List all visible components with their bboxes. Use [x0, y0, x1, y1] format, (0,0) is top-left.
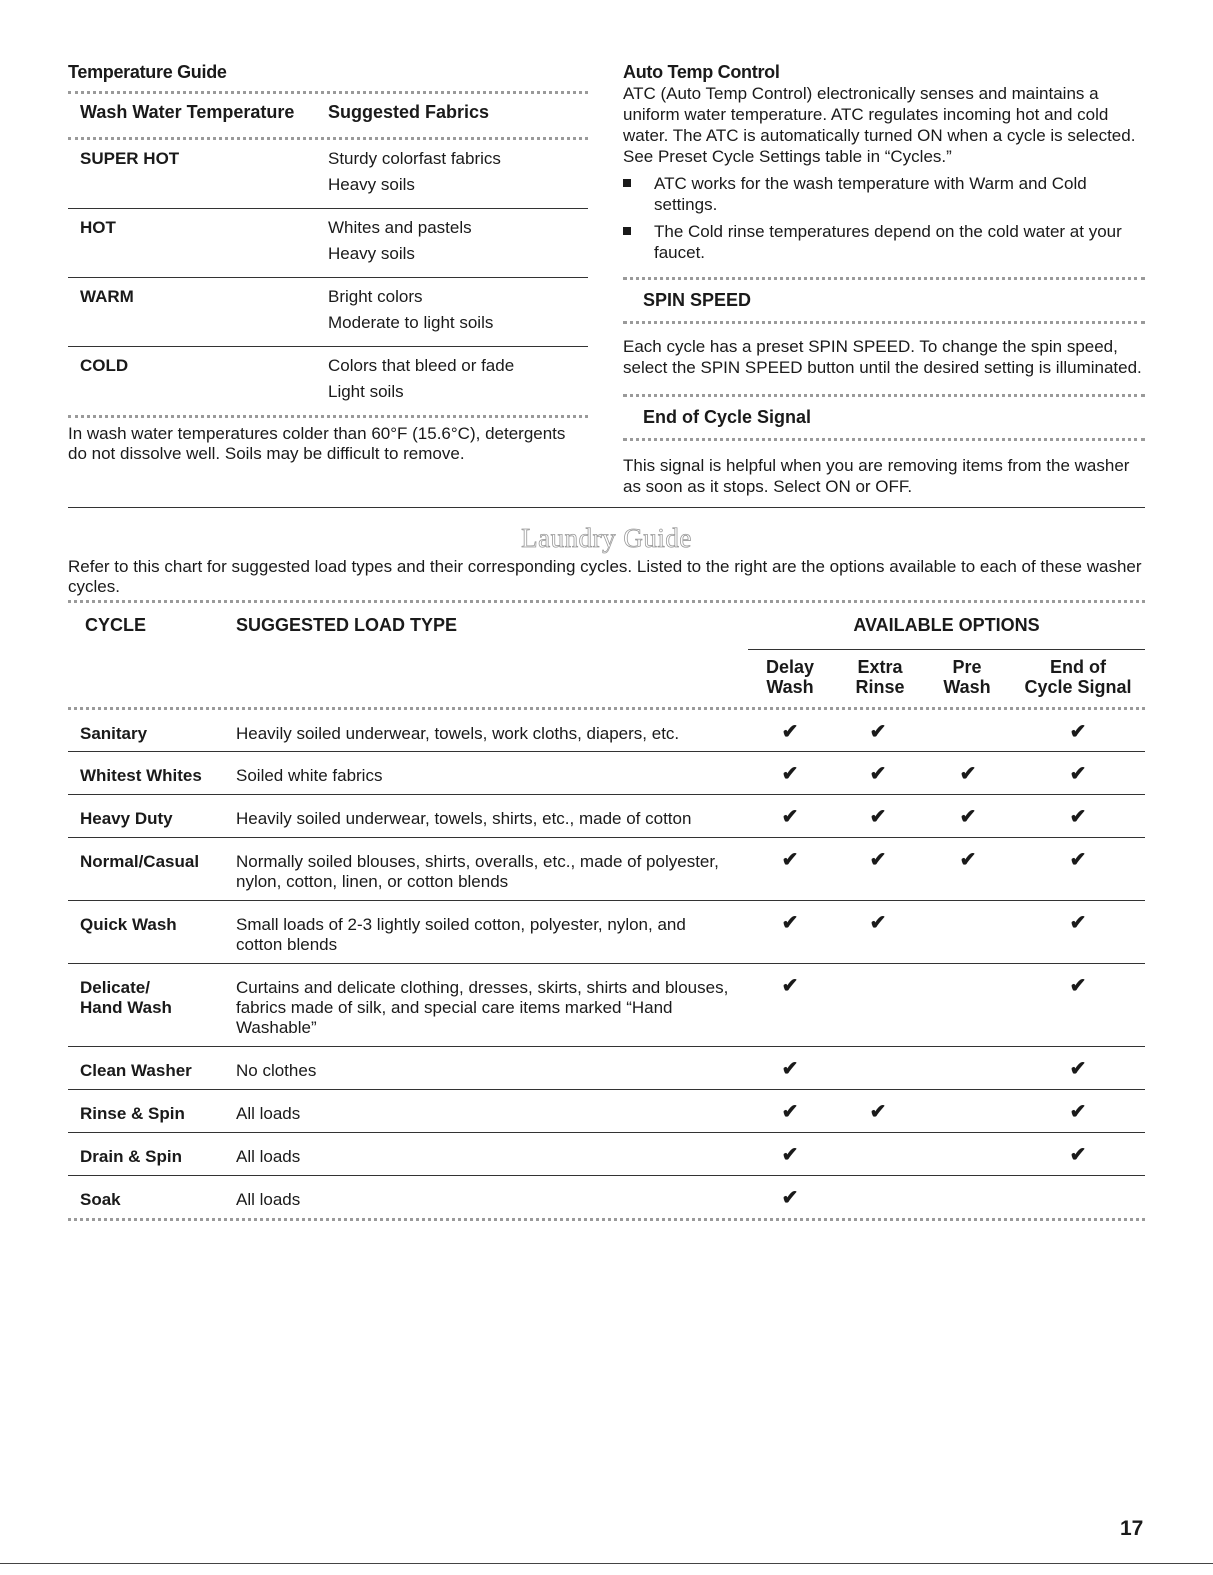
divider: [623, 438, 1145, 441]
pre-wash-header: [930, 657, 1004, 697]
header-text: Extra: [857, 657, 903, 677]
table-row: [68, 752, 1145, 795]
table-row: [68, 964, 1145, 1047]
cycle-rows: [68, 710, 1145, 1218]
available-options-header: AVAILABLE OPTIONS: [853, 615, 1040, 635]
end-of-cycle-signal-check-icon: ✔: [1069, 975, 1087, 997]
temperature-table-header: [68, 94, 588, 137]
header-text: Cycle Signal: [1024, 677, 1132, 697]
header-text: Pre: [952, 657, 982, 677]
table-row: [68, 1133, 1145, 1176]
list-item: [623, 221, 1145, 263]
extra-rinse-check-icon: ✔: [869, 849, 887, 871]
temperature-label: COLD: [80, 356, 129, 375]
cycle-name: Delicate/ Hand Wash: [80, 978, 172, 1017]
delay-wash-check-icon: ✔: [781, 721, 799, 743]
suggested-load-type: Heavily soiled underwear, towels, work cloths, diapers, etc.: [236, 724, 680, 743]
fabric-text: Sturdy colorfast fabrics: [328, 149, 501, 168]
table-row: [68, 1090, 1145, 1133]
end-of-cycle-signal-check-icon: ✔: [1069, 1144, 1087, 1166]
end-of-cycle-signal-check-icon: ✔: [1069, 1101, 1087, 1123]
extra-rinse-check-icon: ✔: [869, 721, 887, 743]
bullet-text: ATC works for the wash temperature with Warm and Cold settings.: [654, 174, 1087, 214]
bullet-square-icon: [623, 227, 631, 235]
cycle-name: Heavy Duty: [80, 809, 173, 828]
suggested-load-type: Soiled white fabrics: [236, 766, 383, 785]
delay-wash-check-icon: ✔: [781, 1058, 799, 1080]
fabric-text: Heavy soils: [328, 244, 415, 263]
end-of-cycle-signal-title: End of Cycle Signal: [643, 407, 812, 427]
end-of-cycle-signal-check-icon: ✔: [1069, 763, 1087, 785]
fabric-text: Moderate to light soils: [328, 313, 494, 332]
cycle-name: Drain & Spin: [80, 1147, 183, 1166]
suggested-load-type: All loads: [236, 1147, 301, 1166]
end-of-cycle-signal-check-icon: ✔: [1069, 1058, 1087, 1080]
fabric-text: Bright colors: [328, 287, 423, 306]
table-row: [68, 838, 1145, 901]
suggested-load-type: Normally soiled blouses, shirts, overalls, etc., made of polyester, nylon, cotton, linen, or cotton blends: [236, 852, 719, 891]
header-text: Wash: [943, 677, 991, 697]
delay-wash-header: [753, 657, 827, 697]
delay-wash-check-icon: ✔: [781, 975, 799, 997]
pre-wash-check-icon: ✔: [959, 806, 977, 828]
spin-speed-body: Each cycle has a preset SPIN SPEED. To change the spin speed, select the SPIN SPEED button until the desired setting is illuminated.: [623, 337, 1142, 377]
table-row: [68, 710, 1145, 752]
fabric-text: Light soils: [328, 382, 404, 401]
end-of-cycle-signal-header: [1016, 657, 1140, 697]
divider: [68, 1218, 1145, 1221]
suggested-load-type: All loads: [236, 1104, 301, 1123]
delay-wash-check-icon: ✔: [781, 1101, 799, 1123]
list-item: [623, 173, 1145, 215]
extra-rinse-check-icon: ✔: [869, 763, 887, 785]
temperature-guide: [68, 62, 588, 464]
delay-wash-check-icon: ✔: [781, 1144, 799, 1166]
auto-temp-bullets: [623, 173, 1145, 263]
extra-rinse-check-icon: ✔: [869, 806, 887, 828]
wash-water-temperature-header: Wash Water Temperature: [80, 102, 295, 122]
suggested-fabrics-header: Suggested Fabrics: [328, 102, 490, 122]
delay-wash-check-icon: ✔: [781, 912, 799, 934]
fabric-text: Colors that bleed or fade: [328, 356, 515, 375]
cycle-name: Clean Washer: [80, 1061, 192, 1080]
laundry-guide-title: Laundry Guide: [521, 523, 692, 553]
end-of-cycle-signal-check-icon: ✔: [1069, 849, 1087, 871]
section-rule: [68, 507, 1145, 508]
delay-wash-check-icon: ✔: [781, 806, 799, 828]
divider: [623, 321, 1145, 324]
auto-temp-control-title: Auto Temp Control: [623, 62, 780, 82]
pre-wash-check-icon: ✔: [959, 849, 977, 871]
cycle-table: [68, 600, 1145, 1221]
auto-temp-control-body: ATC (Auto Temp Control) electronically senses and maintains a uniform water temperature. ATC regulates incoming hot and cold water. The ATC is automatically turned ON when a cycle is selected. See Preset Cycle Settings table in “Cycles.”: [623, 84, 1136, 166]
cycle-name: Whitest Whites: [80, 766, 202, 785]
right-column: [623, 62, 1145, 497]
temperature-row: [68, 140, 588, 208]
bullet-text: The Cold rinse temperatures depend on the cold water at your faucet.: [654, 222, 1122, 262]
fabric-text: Whites and pastels: [328, 218, 472, 237]
temperature-note: In wash water temperatures colder than 60°F (15.6°C), detergents do not dissolve well. Soils may be difficult to remove.: [68, 424, 566, 463]
extra-rinse-header: [843, 657, 917, 697]
header-text: Delay: [765, 657, 815, 677]
page-number: 17: [1120, 1517, 1144, 1540]
spin-speed-title: SPIN SPEED: [643, 290, 752, 310]
temperature-row: [68, 209, 588, 277]
extra-rinse-check-icon: ✔: [869, 1101, 887, 1123]
suggested-load-type: Heavily soiled underwear, towels, shirts, etc., made of cotton: [236, 809, 692, 828]
table-row: [68, 1047, 1145, 1090]
cycle-table-header: [68, 603, 1145, 707]
laundry-guide-intro: Refer to this chart for suggested load types and their corresponding cycles. Listed to the right are the options available to each of these washer cycles.: [68, 557, 1142, 596]
delay-wash-check-icon: ✔: [781, 763, 799, 785]
suggested-load-type: No clothes: [236, 1061, 317, 1080]
extra-rinse-check-icon: ✔: [869, 912, 887, 934]
divider: [748, 649, 1145, 650]
divider: [68, 415, 588, 418]
temperature-label: SUPER HOT: [80, 149, 180, 168]
bullet-square-icon: [623, 179, 631, 187]
cycle-name: Normal/Casual: [80, 852, 200, 871]
temperature-label: HOT: [80, 218, 116, 237]
pre-wash-check-icon: ✔: [959, 763, 977, 785]
temperature-label: WARM: [80, 287, 134, 306]
end-of-cycle-signal-body: This signal is helpful when you are removing items from the washer as soon as it stops. Select ON or OFF.: [623, 456, 1130, 496]
cycle-header: CYCLE: [85, 615, 147, 635]
header-text: End of: [1050, 657, 1106, 677]
temperature-row: [68, 347, 588, 415]
cycle-name: Sanitary: [80, 724, 148, 743]
table-row: [68, 901, 1145, 964]
suggested-load-type-header: SUGGESTED LOAD TYPE: [236, 615, 458, 635]
cycle-name: Rinse & Spin: [80, 1104, 185, 1123]
end-of-cycle-signal-check-icon: ✔: [1069, 721, 1087, 743]
table-row: [68, 795, 1145, 838]
suggested-load-type: Curtains and delicate clothing, dresses, skirts, shirts and blouses, fabrics made of silk, and special care items marked “Hand Washable”: [236, 978, 729, 1037]
suggested-load-type: All loads: [236, 1190, 301, 1209]
bottom-rule: [0, 1563, 1213, 1564]
end-of-cycle-signal-check-icon: ✔: [1069, 806, 1087, 828]
end-of-cycle-signal-check-icon: ✔: [1069, 912, 1087, 934]
table-row: [68, 1176, 1145, 1218]
delay-wash-check-icon: ✔: [781, 849, 799, 871]
temperature-guide-title: Temperature Guide: [68, 62, 227, 82]
cycle-name: Quick Wash: [80, 915, 177, 934]
cycle-name: Soak: [80, 1190, 121, 1209]
fabric-text: Heavy soils: [328, 175, 415, 194]
temperature-row: [68, 278, 588, 346]
delay-wash-check-icon: ✔: [781, 1187, 799, 1209]
header-text: Rinse: [855, 677, 905, 697]
header-text: Wash: [766, 677, 814, 697]
suggested-load-type: Small loads of 2-3 lightly soiled cotton, polyester, nylon, and cotton blends: [236, 915, 686, 954]
